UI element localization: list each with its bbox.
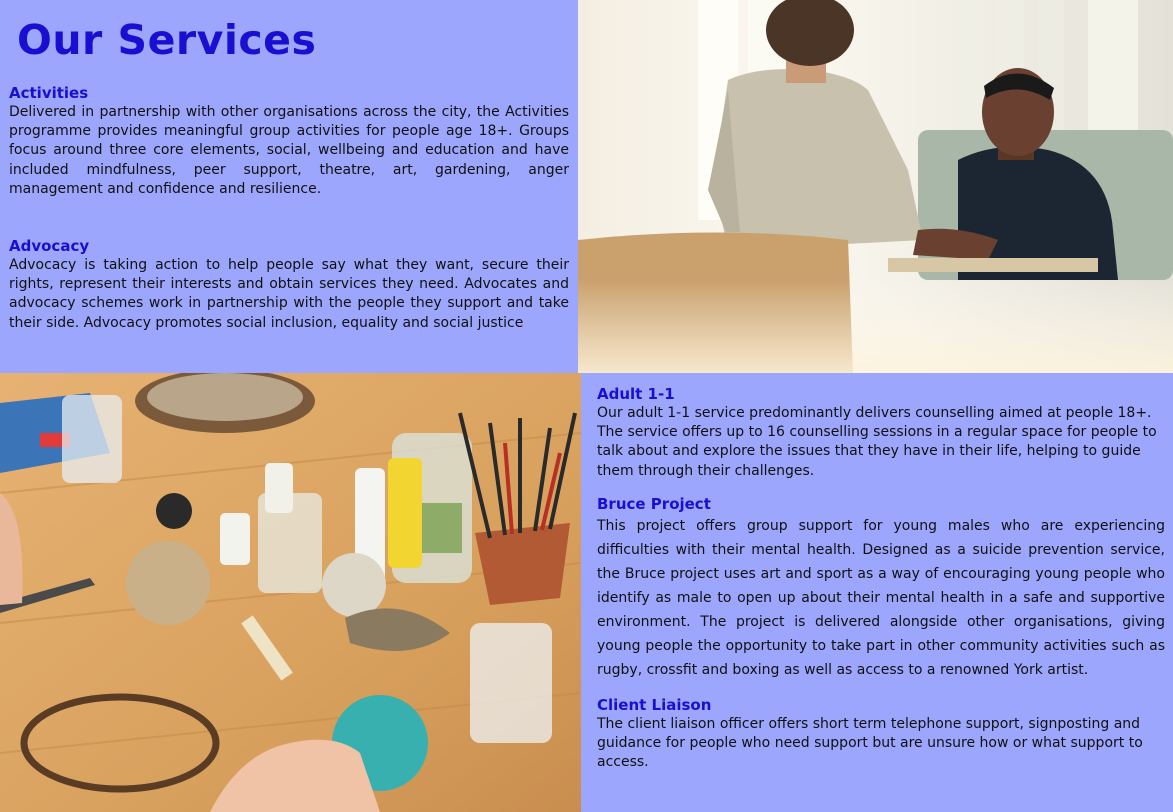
activities-body: Delivered in partnership with other organisations across the city, the Activities programme provides meaningful group activities for people age 18+. Groups focus around three core elements, social, wellbeing and education and have included mindfulness, peer support, theatre, art, gardening, anger management and confidence and resilience.: [9, 104, 569, 197]
page-title: Our Services: [17, 16, 317, 64]
bruce-body: This project offers group support for young males who are experiencing difficulties with their mental health. Designed as a suicide prevention service, the Bruce project uses art and sport as a way of encouraging young people who identify as male to open up about their mental health in a safe and supportive environment. The project is delivered alongside other organisations, giving young people the opportunity to take part in other community activities such as rugby, crossfit and boxing as well as access to a renowned York artist.: [597, 517, 1165, 678]
advocacy-body: Advocacy is taking action to help people say what they want, secure their rights, represent their interests and obtain services they need. Advocates and advocacy schemes work in partnership with the people they support and take their side. Advocacy promotes social inclusion, equality and social justice: [9, 257, 569, 331]
twine-ball: [322, 553, 386, 617]
craft-table-photo: [0, 373, 581, 812]
twine-ball: [126, 541, 210, 625]
glue-bottle: [388, 458, 422, 568]
bruce-heading: Bruce Project: [597, 494, 711, 513]
liaison-heading: Client Liaison: [597, 695, 712, 714]
water-glass: [62, 395, 122, 483]
advocacy-heading: Advocacy: [9, 237, 90, 256]
glue-bottle: [220, 513, 250, 565]
counselling-illustration: [578, 0, 1173, 373]
bowl-contents: [147, 373, 303, 421]
tape-roll: [156, 493, 192, 529]
window-pane: [958, 0, 984, 140]
foreground-glow: [578, 280, 1173, 373]
liaison-body: The client liaison officer offers short term telephone support, signposting and guidance for people who need support but are unsure how or what support to access.: [597, 715, 1143, 771]
water-glass: [470, 623, 552, 743]
activities-heading: Activities: [9, 84, 89, 102]
adult-body: Our adult 1-1 service predominantly delivers counselling aimed at people 18+. The service offers up to 16 counselling sessions in a regular space for people to talk about and explore the issues that they have in their life, helping to guide them through their challenges.: [597, 405, 1157, 479]
craft-illustration: [0, 373, 581, 812]
spacer: [597, 682, 1165, 696]
spacer: [9, 199, 569, 237]
spacer: [597, 481, 1165, 495]
table-top: [888, 258, 1098, 272]
services-intro-panel: [0, 0, 578, 373]
adult-heading: Adult 1-1: [597, 385, 675, 403]
glue-bottle: [265, 463, 293, 513]
services-detail-panel: [581, 373, 1173, 812]
window-pane: [1088, 0, 1138, 140]
counselling-photo: [578, 0, 1173, 373]
